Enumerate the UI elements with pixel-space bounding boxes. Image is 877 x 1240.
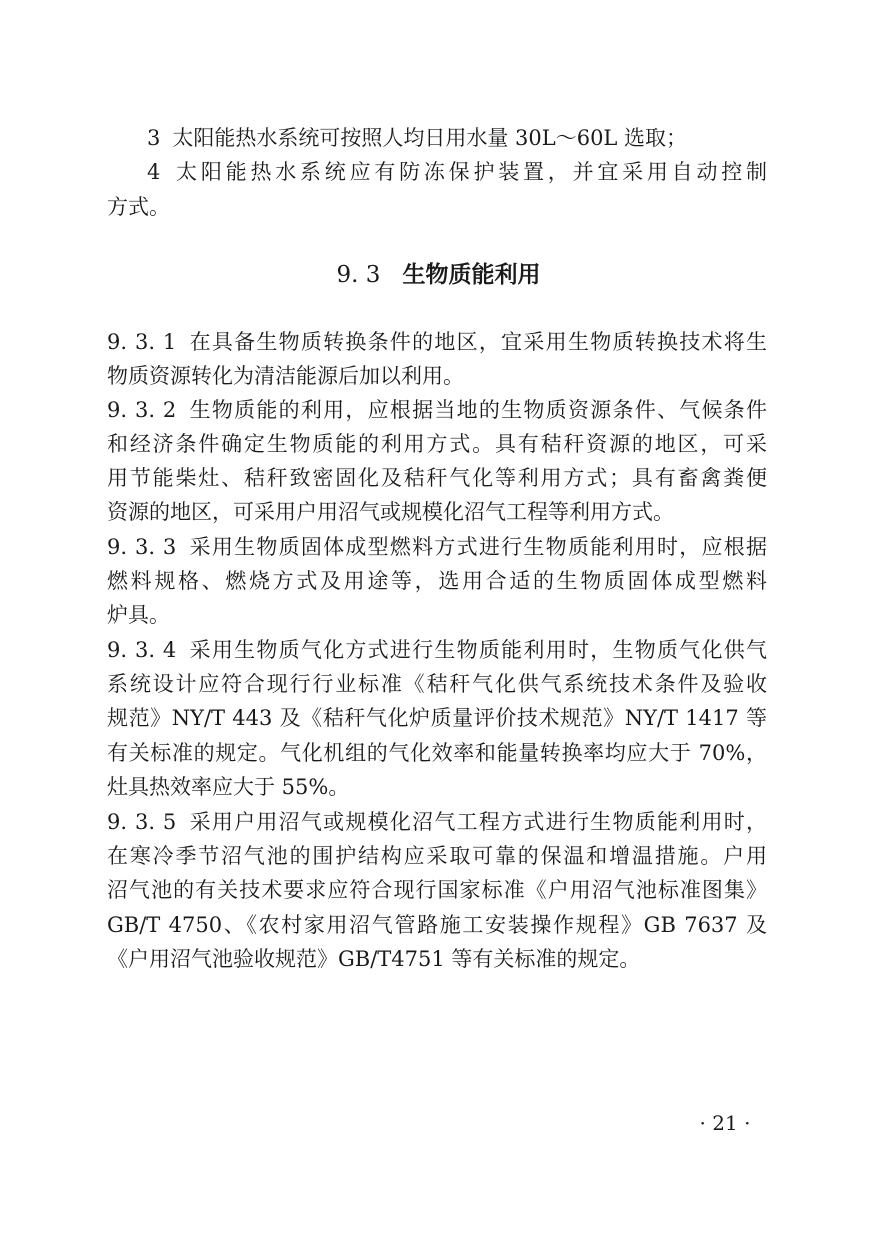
- clause-line: 炉具。: [107, 603, 170, 627]
- item-number: 3: [147, 126, 161, 150]
- clause-number: 9. 3. 5: [107, 810, 177, 834]
- clause-9-3-1: [107, 325, 767, 359]
- clause-line: 《户用沼气池验收规范》GB/T4751 等有关标准的规定。: [107, 947, 641, 971]
- clause-line: 燃料规格、燃烧方式及用途等，选用合适的生物质固体成型燃料: [107, 569, 767, 593]
- clause-line: 沼气池的有关技术要求应符合现行国家标准《户用沼气池标准图集》: [107, 878, 767, 902]
- clause-line: 有关标准的规定。气化机组的气化效率和能量转换率均应大于 70%，: [107, 741, 767, 765]
- clause-number: 9. 3. 4: [107, 638, 177, 662]
- clause-9-3-3: [107, 530, 767, 564]
- clause-9-3-4: [107, 633, 767, 667]
- clause-text: 在具备生物质转换条件的地区，宜采用生物质转换技术将生: [188, 330, 767, 354]
- clause-number: 9. 3. 1: [107, 330, 177, 354]
- clause-line: 和经济条件确定生物质能的利用方式。具有秸秆资源的地区，可采: [107, 432, 767, 456]
- section-heading: [0, 257, 877, 293]
- clause-number: 9. 3. 3: [107, 535, 177, 559]
- section-number: 9. 3: [336, 262, 381, 288]
- clause-line: 用节能柴灶、秸秆致密固化及秸秆气化等利用方式；具有畜禽粪便: [107, 466, 767, 490]
- clause-line: 规范》NY/T 443 及《秸秆气化炉质量评价技术规范》NY/T 1417 等: [107, 706, 767, 730]
- section-title: 生物质能利用: [402, 261, 541, 288]
- clause-text: 采用生物质固体成型燃料方式进行生物质能利用时，应根据: [188, 535, 767, 559]
- list-item-4: [147, 155, 767, 189]
- clause-text: 采用户用沼气或规模化沼气工程方式进行生物质能利用时，: [188, 810, 767, 834]
- clause-line: 资源的地区，可采用户用沼气或规模化沼气工程等利用方式。: [107, 500, 674, 524]
- clause-9-3-5: [107, 805, 767, 839]
- list-item-3: [147, 121, 767, 155]
- clause-text: 生物质能的利用，应根据当地的生物质资源条件、气候条件: [188, 398, 767, 422]
- page-number: · 21 ·: [699, 1111, 751, 1135]
- clause-line: GB/T 4750、《农村家用沼气管路施工安装操作规程》GB 7637 及: [107, 913, 767, 937]
- clause-9-3-2: [107, 393, 767, 427]
- item-text: 太阳能热水系统应有防冻保护装置，并宜采用自动控制: [172, 160, 767, 184]
- clause-text: 采用生物质气化方式进行生物质能利用时，生物质气化供气: [188, 638, 767, 662]
- item-number: 4: [147, 160, 161, 184]
- list-item-4-continued: [107, 190, 767, 224]
- clause-line: 物质资源转化为清洁能源后加以利用。: [107, 364, 464, 388]
- clause-line: 灶具热效率应大于 55%。: [107, 775, 350, 799]
- item-text-continued: 方式。: [107, 195, 170, 219]
- clause-line: 系统设计应符合现行行业标准《秸秆气化供气系统技术条件及验收: [107, 672, 767, 696]
- item-text: 太阳能热水系统可按照人均日用水量 30L～60L 选取；: [172, 126, 688, 150]
- clause-line: 在寒冷季节沼气池的围护结构应采取可靠的保温和增温措施。户用: [107, 844, 767, 868]
- clause-number: 9. 3. 2: [107, 398, 177, 422]
